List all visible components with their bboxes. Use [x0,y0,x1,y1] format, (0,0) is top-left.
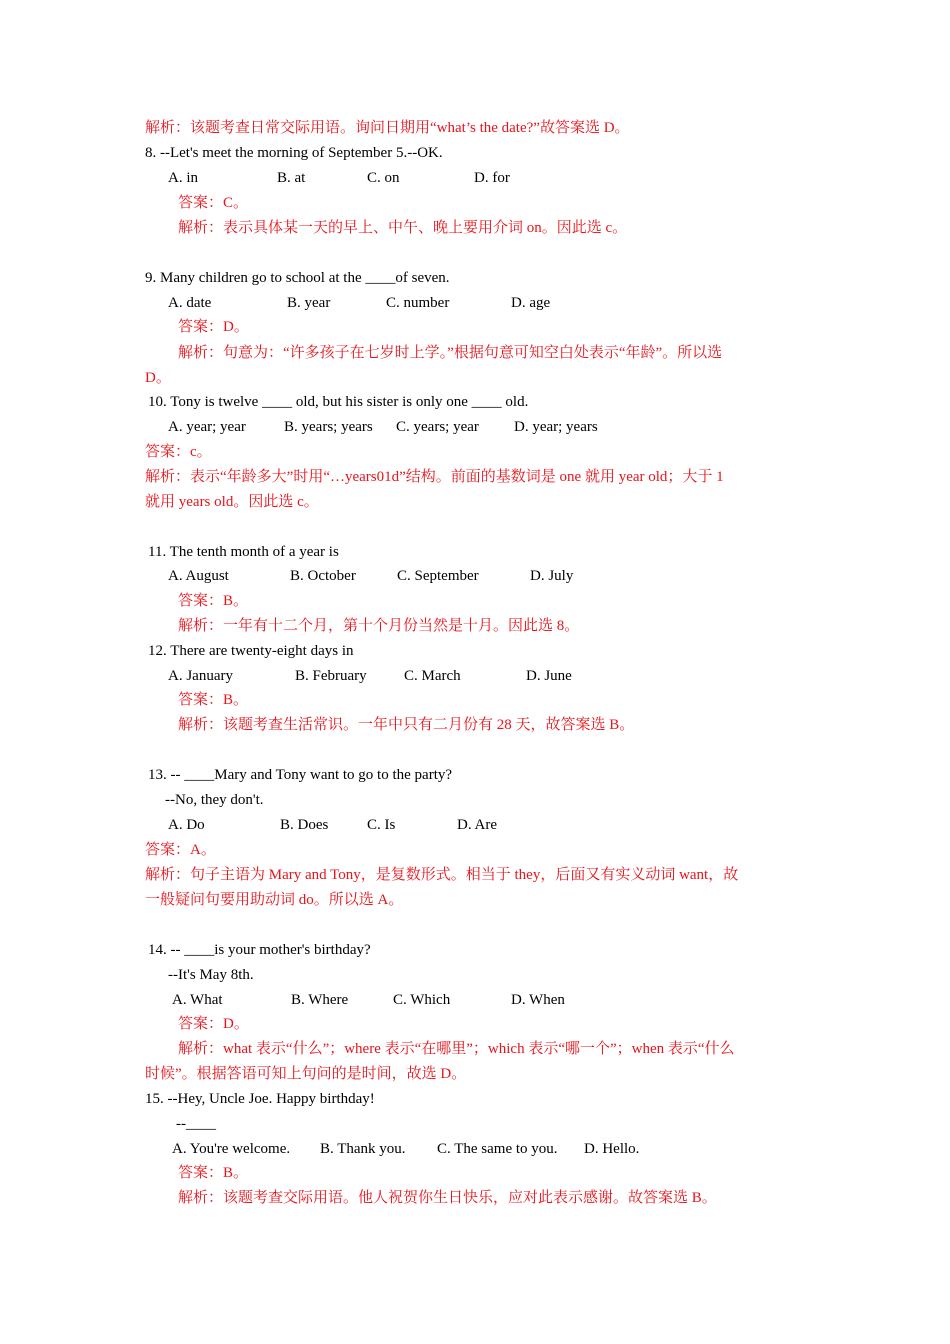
analysis-q9: 解析：句意为：“许多孩子在七岁时上学。”根据句意可知空白处表示“年龄”。所以选 [178,345,723,361]
analysis-q11: 解析：一年有十二个月，第十个月份当然是十月。因此选 8。 [178,618,580,634]
question-9: 9. Many children go to school at the ____of seven. [145,270,450,286]
q12-option-d: D. June [526,668,572,684]
q11-option-b: B. October [290,568,356,584]
q13-option-c: C. Is [367,817,396,833]
answer-q15: 答案：B。 [178,1165,249,1181]
q14-option-a: A. What [172,992,223,1008]
answer-q13: 答案：A。 [145,842,216,858]
q14-option-d: D. When [511,992,565,1008]
q9-option-b: B. year [287,295,331,311]
q11-option-c: C. September [397,568,479,584]
q8-option-d: D. for [474,170,510,186]
question-15: 15. --Hey, Uncle Joe. Happy birthday! [145,1091,375,1107]
q12-option-a: A. January [168,668,233,684]
analysis-q8: 解析：表示具体某一天的早上、中午、晚上要用介词 on。因此选 c。 [178,220,628,236]
question-10: 10. Tony is twelve ____ old, but his sister is only one ____ old. [148,394,529,410]
question-14: 14. -- ____is your mother's birthday? [148,942,371,958]
q10-option-b: B. years; years [284,419,373,435]
answer-q9: 答案：D。 [178,319,249,335]
analysis-q13-cont: 一般疑问句要用助动词 do。所以选 A。 [145,892,404,908]
answer-q10: 答案：c。 [145,444,212,460]
q14-option-c: C. Which [393,992,451,1008]
question-11: 11. The tenth month of a year is [148,544,339,560]
q9-option-a: A. date [168,295,212,311]
analysis-q7: 解析：该题考查日常交际用语。询问日期用“what’s the date?”故答案选 D。 [145,120,630,136]
analysis-q14: 解析：what 表示“什么”；where 表示“在哪里”；which 表示“哪一个”；when 表示“什么 [178,1041,735,1057]
answer-q8: 答案：C。 [178,195,249,211]
question-13-reply: --No, they don't. [165,792,264,808]
q10-option-c: C. years; year [396,419,479,435]
analysis-q10: 解析：表示“年龄多大”时用“…years01d”结构。前面的基数词是 one 就用 year old；大于 1 [145,469,724,485]
question-15-reply: --____ [176,1116,216,1132]
analysis-q10-cont: 就用 years old。因此选 c。 [145,494,319,510]
question-12: 12. There are twenty-eight days in [148,643,354,659]
q15-option-c: C. The same to you. [437,1141,558,1157]
q10-option-a: A. year; year [168,419,246,435]
q8-option-a: A. in [168,170,198,186]
q13-option-d: D. Are [457,817,497,833]
q11-option-a: A. August [168,568,229,584]
answer-q14: 答案：D。 [178,1016,249,1032]
q9-option-d: D. age [511,295,551,311]
q15-option-b: B. Thank you. [320,1141,406,1157]
analysis-q15: 解析：该题考查交际用语。他人祝贺你生日快乐，应对此表示感谢。故答案选 B。 [178,1190,717,1206]
q10-option-d: D. year; years [514,419,598,435]
analysis-q14-cont: 时候”。根据答语可知上句问的是时间，故选 D。 [145,1066,467,1082]
q12-option-b: B. February [295,668,367,684]
q15-option-a: A. You're welcome. [172,1141,291,1157]
q11-option-d: D. July [530,568,574,584]
analysis-q9-cont: D。 [145,370,171,386]
analysis-q13: 解析：句子主语为 Mary and Tony，是复数形式。相当于 they，后面又有实义动词 want，故 [145,867,739,883]
q15-option-d: D. Hello. [584,1141,640,1157]
q9-option-c: C. number [386,295,450,311]
q12-option-c: C. March [404,668,461,684]
question-13: 13. -- ____Mary and Tony want to go to the party? [148,767,453,783]
analysis-q12: 解析：该题考查生活常识。一年中只有二月份有 28 天，故答案选 B。 [178,717,635,733]
q13-option-a: A. Do [168,817,205,833]
q14-option-b: B. Where [291,992,349,1008]
q8-option-b: B. at [277,170,306,186]
answer-q12: 答案：B。 [178,692,249,708]
answer-q11: 答案：B。 [178,593,249,609]
q8-option-c: C. on [367,170,400,186]
question-8: 8. --Let's meet the morning of September 5.--OK. [145,145,443,161]
q13-option-b: B. Does [280,817,329,833]
question-14-reply: --It's May 8th. [168,967,254,983]
